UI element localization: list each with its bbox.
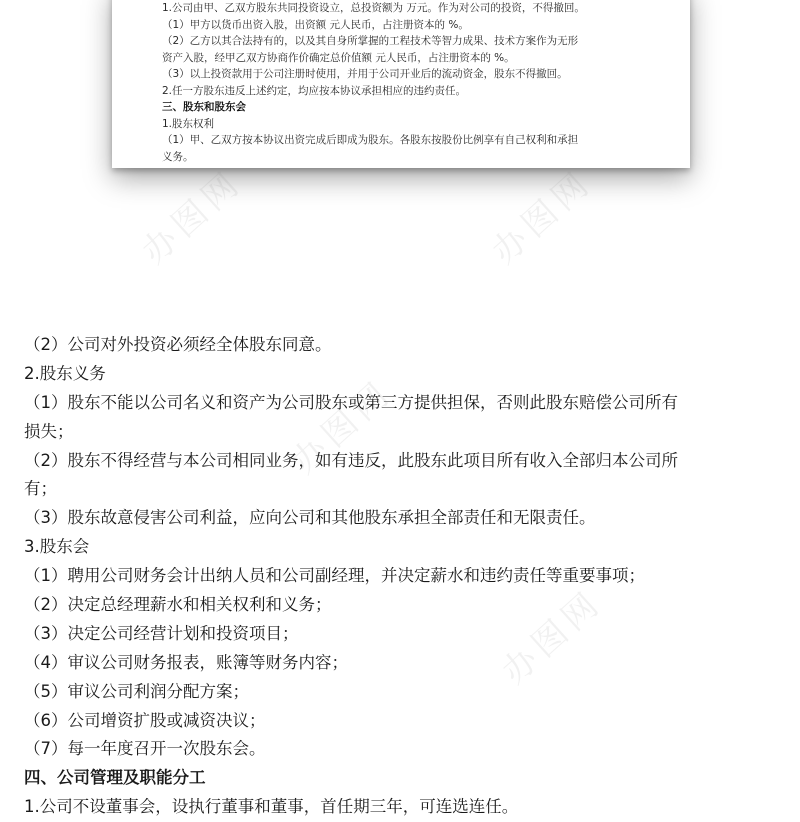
document-preview-card xyxy=(112,0,690,168)
text-line: （3）股东故意侵害公司利益，应向公司和其他股东承担全部责任和无限责任。 xyxy=(24,508,596,528)
text-line: 2.股东义务 xyxy=(24,363,106,383)
text-line: 有； xyxy=(24,479,57,499)
text-line: 3.股东会 xyxy=(24,537,90,557)
text-line: （3）以上投资款用于公司注册时使用，并用于公司开业后的流动资金，股东不得撤回。 xyxy=(162,68,568,80)
section-heading: 三、股东和股东会 xyxy=(162,101,246,113)
text-line: 1.公司不设董事会，设执行董事和董事，首任期三年，可连选连任。 xyxy=(24,797,519,817)
text-line: （2）公司对外投资必须经全体股东同意。 xyxy=(24,335,332,354)
text-line: （2）决定总经理薪水和相关权利和义务； xyxy=(24,595,332,615)
text-line: （7）每一年度召开一次股东会。 xyxy=(24,739,266,759)
text-line: （6）公司增资扩股或减资决议； xyxy=(24,710,266,730)
watermark: 办图网 xyxy=(134,162,251,273)
text-line: （1）甲方以货币出资入股，出资额 元人民币，占注册资本的 %。 xyxy=(162,18,469,31)
text-line: （5）审议公司利润分配方案； xyxy=(24,681,249,701)
text-line: 1.公司由甲、乙双方股东共同投资设立，总投资额为 万元。作为对公司的投资，不得撤回。 xyxy=(162,2,585,14)
text-line: 2.任一方股东违反上述约定，均应按本协议承担相应的违约责任。 xyxy=(162,84,467,97)
text-line: 损失； xyxy=(24,421,74,441)
text-line: （2）乙方以其合法持有的，以及其自身所掌握的工程技术等智力成果、技术方案作为无形 xyxy=(162,35,579,47)
text-line: （1）聘用公司财务会计出纳人员和公司副经理，并决定薪水和违约责任等重要事项； xyxy=(24,566,645,586)
watermark: 办图网 xyxy=(484,162,601,273)
text-line: 资产入股，经甲乙双方协商作价确定总价值额 元人民币，占注册资本的 %。 xyxy=(162,51,515,64)
card-text-block xyxy=(162,0,682,165)
watermark: 办图网 xyxy=(494,582,611,693)
text-line: 1.股东权利 xyxy=(162,117,215,130)
text-line: （3）决定公司经营计划和投资项目； xyxy=(24,623,299,643)
section-heading: 四、公司管理及职能分工 xyxy=(24,768,206,788)
text-line: （4）审议公司财务报表，账簿等财务内容； xyxy=(24,652,348,672)
watermark: 办图网 xyxy=(284,372,401,483)
text-line: （1）甲、乙双方按本协议出资完成后即成为股东。各股东按股份比例享有自己权利和承担 xyxy=(162,134,579,146)
main-text-block xyxy=(24,331,784,822)
text-line: （2）股东不得经营与本公司相同业务，如有违反，此股东此项目所有收入全部归本公司所 xyxy=(24,450,678,470)
text-line: （1）股东不能以公司名义和资产为公司股东或第三方提供担保，否则此股东赔偿公司所有 xyxy=(24,392,678,412)
text-line: 义务。 xyxy=(162,150,194,163)
